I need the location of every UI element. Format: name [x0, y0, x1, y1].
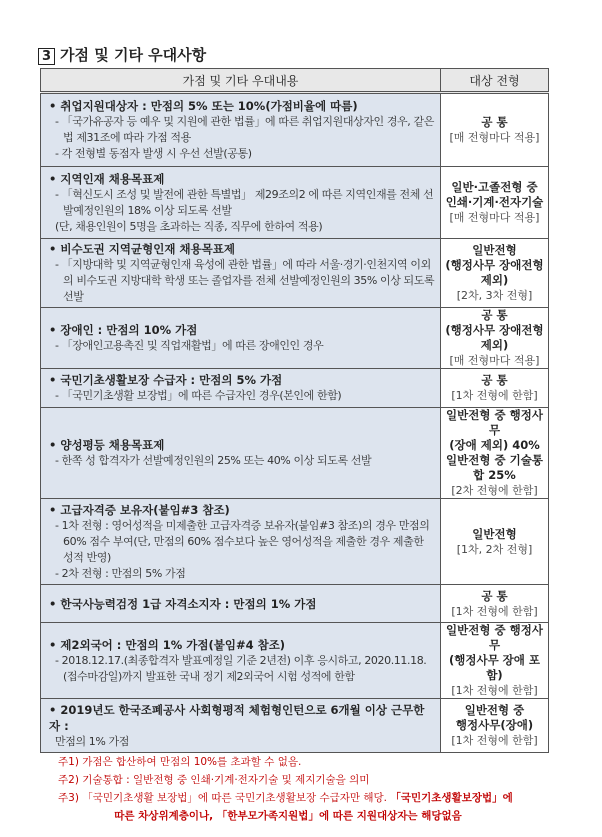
target-note: [2차, 3차 전형]	[456, 289, 533, 302]
target-note: [매 전형마다 적용]	[449, 131, 540, 144]
row-title: • 취업지원대상자 : 만점의 5% 또는 10%(가점비율에 따름)	[49, 99, 358, 113]
row-content-cell	[41, 408, 441, 499]
target-note: [1차 전형에 한함]	[451, 734, 538, 747]
footnote-2: 주2) 기술통합 : 일반전형 중 인쇄·기계·전자기술 및 제지기술을 의미	[58, 774, 370, 786]
target-label: (행정사무 장애 포함)	[448, 653, 541, 682]
table-row	[41, 167, 549, 239]
row-detail: (단, 채용인원이 5명을 초과하는 직종, 직무에 한하여 적용)	[55, 219, 323, 233]
row-detail: - 「지방대학 및 지역균형인재 육성에 관한 법률」에 따라 서울·경기·인천지역 이외의 비수도권 지방대학 학생 또는 졸업자를 전체 선발예정인원의 35% 이상 되도록 선발	[55, 258, 435, 303]
row-title: • 고급자격증 보유자(붙임#3 참조)	[49, 502, 230, 517]
target-label: 공 통	[481, 373, 508, 387]
row-title: • 비수도권 지역균형인재 채용목표제	[49, 242, 235, 256]
row-detail: - 2018.12.17.(최종합격자 발표예정일 기준 2년전) 이후 응시하고, 2020.11.18.(접수마감일)까지 발표한 국내 정기 제2외국어 시험 성적에 한함	[55, 653, 427, 683]
row-detail: - 「혁신도시 조성 및 발전에 관한 특별법」 제29조의2 에 따른 지역인재를 전체 선발예정인원의 18% 이상 되도록 선발	[55, 187, 434, 217]
row-content-cell	[41, 308, 441, 369]
row-target-cell	[441, 308, 549, 369]
row-title: • 2019년도 한국조폐공사 사회형평적 체험형인턴으로 6개월 이상 근무한 자 :	[49, 702, 425, 733]
table-row	[41, 239, 549, 308]
header-target: 대상 전형	[441, 69, 549, 93]
target-label: 공 통	[481, 115, 508, 129]
target-label: 일반·고졸전형 중	[451, 180, 538, 194]
row-content-cell	[41, 167, 441, 239]
table-row	[41, 93, 549, 167]
row-detail: 만점의 1% 가점	[55, 734, 129, 748]
row-detail: - 「장애인고용촉진 및 직업재활법」에 따른 장애인인 경우	[55, 339, 324, 352]
target-note: [2차 전형에 한함]	[451, 484, 538, 497]
row-content-cell	[41, 369, 441, 408]
row-detail: - 1차 전형 : 영어성적을 미제출한 고급자격증 보유자(붙임#3 참조)의 경우 만점의 60% 점수 부여(단, 만점의 60% 점수보다 높은 영어성적을 제출한 경우 제출한 성적 반영)	[55, 518, 430, 564]
row-detail: - 「국민기초생활 보장법」에 따른 수급자인 경우(본인에 한함)	[55, 389, 342, 402]
row-target-cell	[441, 239, 549, 308]
target-label: 공 통	[481, 308, 508, 322]
target-label: 행정사무(장애)	[455, 718, 534, 732]
section-number: 3	[38, 48, 55, 65]
table-row	[41, 699, 549, 753]
target-label: 일반전형	[472, 243, 517, 257]
target-label: 일반전형 중 행정사무	[446, 623, 543, 652]
row-content-cell	[41, 239, 441, 308]
row-target-cell	[441, 585, 549, 623]
row-target-cell	[441, 699, 549, 753]
target-note: [매 전형마다 적용]	[449, 211, 540, 224]
target-label: 일반전형 중 기술통합 25%	[446, 453, 543, 482]
footnote-3-emphasis: 「국민기초생활보장법」에	[390, 792, 513, 804]
target-note: [1차, 2차 전형]	[456, 542, 533, 556]
target-label: 일반전형 중	[464, 703, 525, 717]
table-row	[41, 369, 549, 408]
target-label: 인쇄·기계·전자기술	[445, 195, 544, 209]
row-content-cell	[41, 699, 441, 753]
row-detail: - 2차 전형 : 만점의 5% 가점	[55, 566, 186, 580]
footnote-3	[58, 789, 558, 807]
row-target-cell	[441, 499, 549, 585]
section-heading	[38, 44, 206, 65]
row-detail: - 한쪽 성 합격자가 선발예정인원의 25% 또는 40% 이상 되도록 선발	[55, 454, 372, 467]
table-row	[41, 623, 549, 699]
table-row	[41, 308, 549, 369]
row-detail: - 「국가유공자 등 예우 및 지원에 관한 법률」에 따른 취업지원대상자인 경우, 같은 법 제31조에 따라 가점 적용	[55, 115, 434, 144]
footnote-3-continued: 따른 차상위계층이나, 「한부모가족지원법」에 따른 지원대상자는 해당없음	[114, 810, 462, 822]
target-note: [매 전형마다 적용]	[449, 354, 540, 367]
row-target-cell	[441, 167, 549, 239]
row-target-cell	[441, 369, 549, 408]
target-label: 공 통	[481, 588, 508, 603]
target-label: (장애 제외) 40%	[449, 438, 540, 452]
row-content-cell	[41, 585, 441, 623]
target-note: [1차 전형에 한함]	[451, 389, 538, 402]
row-title: • 양성평등 채용목표제	[49, 438, 165, 452]
target-label: (행정사무 장애전형 제외)	[445, 323, 544, 352]
row-content-cell	[41, 93, 441, 167]
row-title: • 국민기초생활보장 수급자 : 만점의 5% 가점	[49, 373, 283, 387]
footnote-3-text: 주3) 「국민기초생활 보장법」에 따른 국민기초생활보장 수급자만 해당.	[58, 792, 388, 804]
target-note: [1차 전형에 한함]	[451, 604, 538, 618]
row-title: • 제2외국어 : 만점의 1% 가점(붙임#4 참조)	[49, 637, 286, 652]
row-target-cell	[441, 93, 549, 167]
footnote-1: 주1) 가점은 합산하여 만점의 10%를 초과할 수 없음.	[58, 756, 302, 768]
section-title: 가점 및 기타 우대사항	[60, 46, 207, 64]
header-content: 가점 및 기타 우대내용	[41, 69, 441, 93]
target-label: (행정사무 장애전형 제외)	[445, 258, 544, 287]
row-content-cell	[41, 623, 441, 699]
row-target-cell	[441, 623, 549, 699]
row-title: • 한국사능력검정 1급 자격소지자 : 만점의 1% 가점	[49, 596, 317, 611]
target-note: [1차 전형에 한함]	[451, 684, 538, 697]
table-row	[41, 499, 549, 585]
row-title: • 장애인 : 만점의 10% 가점	[49, 323, 198, 337]
table-row	[41, 585, 549, 623]
target-label: 일반전형 중 행정사무	[446, 408, 543, 437]
row-content-cell	[41, 499, 441, 585]
row-detail: - 각 전형별 동점자 발생 시 우선 선발(공통)	[55, 147, 252, 160]
row-target-cell	[441, 408, 549, 499]
target-label: 일반전형	[472, 526, 517, 541]
row-title: • 지역인재 채용목표제	[49, 171, 165, 186]
preference-table	[40, 68, 549, 753]
table-row	[41, 408, 549, 499]
footnotes	[58, 753, 558, 825]
table-header-row	[41, 69, 549, 93]
